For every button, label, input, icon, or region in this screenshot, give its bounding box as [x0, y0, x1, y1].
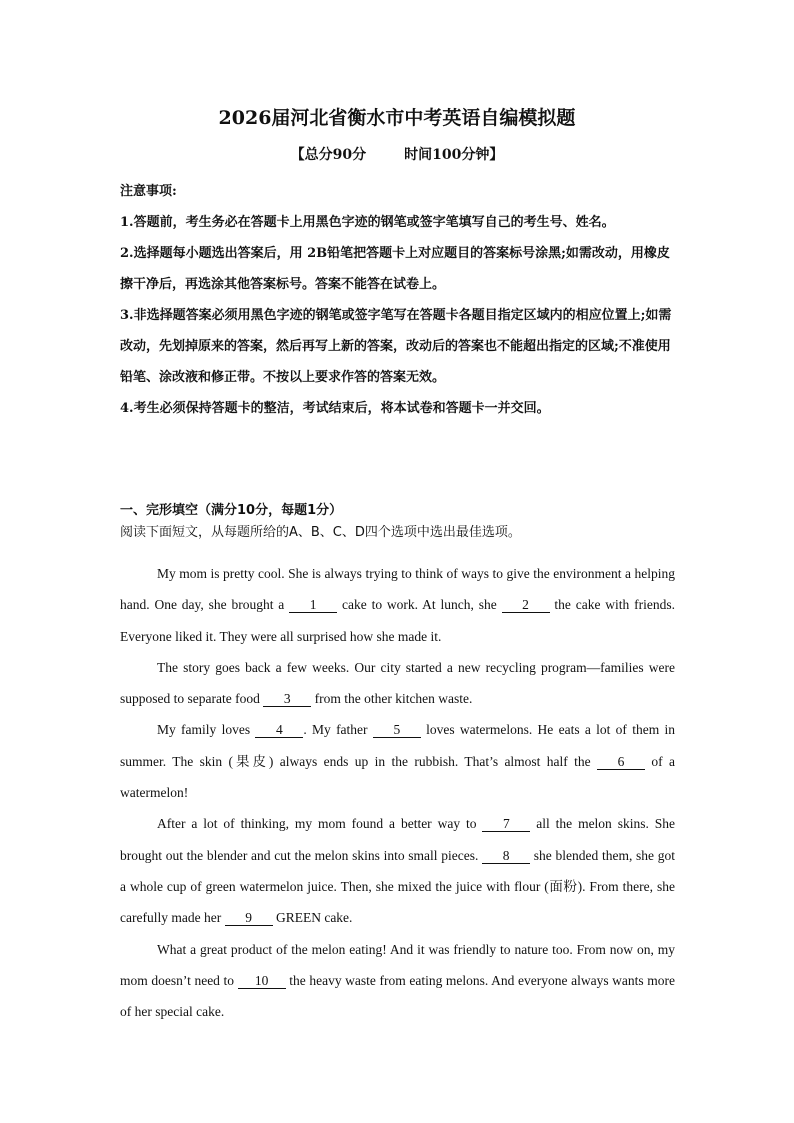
passage-paragraph: [120, 714, 675, 808]
section-heading: 一、完形填空（满分10分，每题1分）: [120, 503, 343, 518]
passage-text: My family loves: [157, 722, 256, 738]
blank-4: 4: [255, 723, 303, 738]
passage-text: What a great product of the melon eating! And it was friendly to nature too. From now on, my mom doesn’t need to: [120, 941, 675, 988]
passage-paragraph: [120, 558, 675, 652]
blank-5: 5: [373, 723, 421, 738]
passage-text: the heavy waste from eating melons. And everyone always wants more of her special cake.: [120, 972, 676, 1020]
note-item: 1.答题前，考生务必在答题卡上用黑色字迹的钢笔或签字笔填写自己的考生号、姓名。: [120, 215, 615, 230]
blank-2: 2: [502, 598, 550, 613]
passage-text: My mom is pretty cool. She is always trying to think of ways to give the environment a helping hand. One day, she brought a: [120, 566, 675, 613]
passage-paragraph: [120, 652, 675, 715]
blank-3: 3: [263, 692, 311, 707]
passage-text: loves watermelons. He eats a lot of them in summer. The skin (果皮) always ends up in the rubbish. That’s almost half the: [120, 722, 676, 769]
passage-text: cake to work. At lunch, she: [337, 597, 502, 613]
note-item: 3.非选择题答案必须用黑色字迹的钢笔或签字笔写在答题卡各题目指定区域内的相应位置上;如需改动，先划掉原来的答案，然后再写上新的答案，改动后的答案也不能超出指定的区域;不准使用铅笔、涂改液和修正带。不按以上要求作答的答案无效。: [120, 308, 672, 385]
passage-text: . My father: [303, 722, 373, 738]
cloze-section-header: [120, 500, 680, 544]
passage-text: the cake with friends. Everyone liked it. They were all surprised how she made it.: [120, 597, 675, 644]
blank-1: 1: [289, 598, 337, 613]
passage-text: After a lot of thinking, my mom found a better way to: [157, 816, 483, 832]
exam-meta: [0, 144, 794, 164]
cloze-passage: [120, 558, 675, 1027]
passage-paragraph: [120, 808, 675, 933]
notes-heading: 注意事项:: [120, 184, 177, 199]
note-item: 4.考生必须保持答题卡的整洁，考试结束后，将本试卷和答题卡一并交回。: [120, 401, 550, 416]
exam-title: 2026届河北省衡水市中考英语自编模拟题: [218, 107, 576, 129]
passage-paragraph: [120, 934, 675, 1028]
passage-text: all the melon skins. She brought out the blender and cut the melon skins into small pieces.: [120, 816, 675, 863]
note-item: 2.选择题每小题选出答案后，用 2B铅笔把答题卡上对应题目的答案标号涂黑;如需改动，用橡皮擦干净后，再选涂其他答案标号。答案不能答在试卷上。: [120, 246, 670, 292]
section-instruction: 阅读下面短文，从每题所给的A、B、C、D四个选项中选出最佳选项。: [120, 525, 521, 540]
blank-10: 10: [238, 974, 286, 989]
blank-7: 7: [482, 817, 530, 832]
exam-time: 时间100分钟】: [404, 147, 504, 163]
passage-text: The story goes back a few weeks. Our city started a new recycling program—families were supposed to separate food: [120, 659, 675, 707]
passage-text: she blended them, she got a whole cup of green watermelon juice. Then, she mixed the juice with flour (面粉). From there, she carefully made her: [120, 847, 675, 926]
passage-text: GREEN cake.: [272, 910, 353, 926]
notes-section: [120, 176, 680, 424]
blank-6: 6: [597, 755, 645, 770]
passage-text: of a watermelon!: [120, 753, 675, 801]
blank-9: 9: [225, 911, 273, 926]
blank-8: 8: [482, 849, 530, 864]
passage-text: from the other kitchen waste.: [311, 691, 473, 707]
total-score: 【总分90分: [290, 147, 367, 163]
